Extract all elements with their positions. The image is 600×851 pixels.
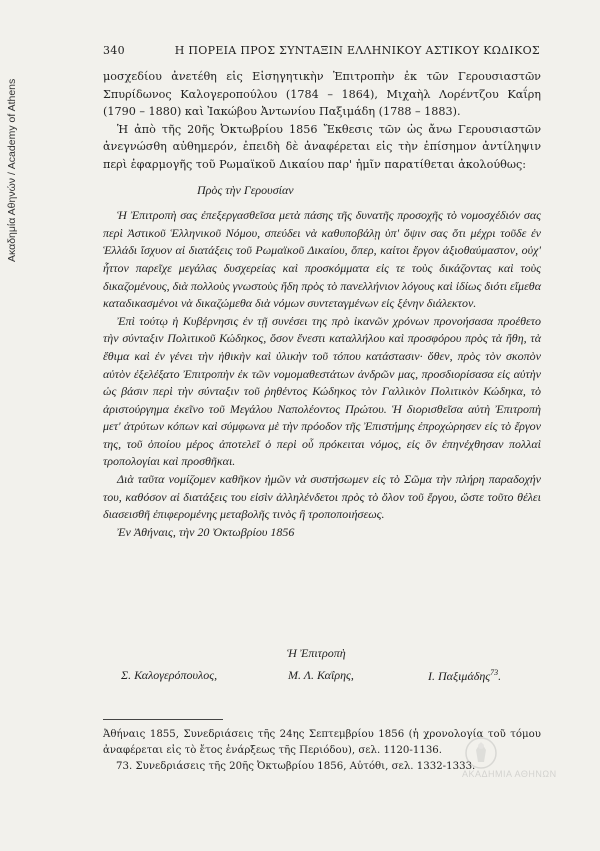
signature-end-dot: . [498, 669, 502, 683]
paragraph-2: Ἡ ἀπὸ τῆς 20ῆς Ὀκτωβρίου 1856 Ἔκθεσις τῶν ὡς ἄνω Γερουσιαστῶν ἀνεγνώσθη αὐθημερόν, ἐπειδὴ δὲ ἀναφέρεται εἰς τὴν ἐπίσημον ἀντίληψιν περὶ ἐφαρμογῆς τοῦ Ρωμαϊκοῦ Δικαίου παρ' ἡμῖν παρατίθεται ἀκολούθως: [103, 122, 541, 171]
date-line: Ἐν Ἀθήναις, τὴν 20 Ὀκτωβρίου 1856 [117, 524, 295, 539]
address-line: Πρὸς τὴν Γερουσίαν [197, 182, 294, 197]
signature-heading: Ἡ Ἐπιτροπὴ [287, 646, 346, 660]
side-label: Ακαδημία Αθηνών / Academy of Athens [6, 78, 18, 262]
page-body [103, 68, 541, 541]
quote-paragraph-3: Διὰ ταῦτα νομίζομεν καθῆκον ἡμῶν νὰ συστήσωμεν εἰς τὸ Σῶμα τὴν πλήρη παραδοχήν του, καθόσον αἱ διατάξεις του εἰσὶν ἀλληλένδετοι πρὸς τὸ ὅλον τοῦ ἔργου, ὥστε τοῦτο θέλει διασεισθῆ ἐπιφερομένης μεταβολῆς τινὸς ἢ τροποποιήσεως. [103, 472, 541, 522]
signature-kalogeropoulos: Σ. Καλογερόπουλος, [121, 668, 218, 682]
signature-kairis: Μ. Λ. Καΐρης, [288, 668, 354, 682]
academy-watermark [462, 736, 572, 796]
quote-paragraph-1: Ἡ Ἐπιτροπὴ σας ἐπεξεργασθεῖσα μετὰ πάσης τῆς δυνατῆς προσοχῆς τὸ νομοσχέδιόν σας περὶ Ἀστικοῦ Ἑλληνικοῦ Νόμου, σπεύδει νὰ καθυποβάλῃ ὑπ' ὄψιν σας ὅτι μέχρι τοῦδε ἐν Ἑλλάδι ἴσχυον αἱ διατάξεις τοῦ Ρωμαϊκοῦ Δικαίου, ὅπερ, καίτοι ἔργον ἀξιοθαύμαστον, οὐχ' ἧττον παρεῖχε μεγάλας δυσχερείας καὶ προσκόμματα εἰς τε τοὺς δικάζοντας καὶ τοὺς δικαζομένους, διὰ πολλοὺς γνωστοὺς ἤδη πρὸς τὸ πανελλήνιον λόγους καὶ ἰδίως διότι εἴμεθα καταδικασμένοι νὰ δικαζώμεθα διὰ νόμων συντεταγμένων εἰς ξένην διάλεκτον. [103, 208, 541, 311]
running-title: Η ΠΟΡΕΙΑ ΠΡΟΣ ΣΥΝΤΑΞΙΝ ΕΛΛΗΝΙΚΟΥ ΑΣΤΙΚΟΥ ΚΩΔΙΚΟΣ [174, 44, 540, 57]
academy-seal-icon [464, 736, 498, 770]
page-number: 340 [103, 44, 125, 57]
footnote-continued: Ἀθήναις 1855, Συνεδριάσεις τῆς 24ης Σεπτεμβρίου 1856 (ἡ χρονολογία τοῦ τόμου ἀναφέρεται εἰς τὸ ἔτος ἐνάρξεως τῆς Περιόδου), σελ. 1120-1136. [103, 729, 541, 756]
footnote-73: 73. Συνεδριάσεις τῆς 20ῆς Ὀκτωβρίου 1856, Αὐτόθι, σελ. 1332-1333. [116, 761, 476, 772]
paragraph-1: μοσχεδίου ἀνετέθη εἰς Εἰσηγητικὴν Ἐπιτροπὴν ἐκ τῶν Γερουσιαστῶν Σπυρίδωνος Καλογεροπούλου (1784 – 1864), Μιχαὴλ Λορέντζου Καΐρη (1790 – 1880) καὶ Ἰακώβου Ἀντωνίου Παξιμάδη (1788 – 1883). [103, 70, 541, 119]
watermark-text: ΑΚΑΔΗΜΙΑ ΑΘΗΝΩΝ [462, 769, 557, 779]
quote-paragraph-2: Ἐπὶ τούτῳ ἡ Κυβέρνησις ἐν τῇ συνέσει της πρὸ ἱκανῶν χρόνων προνοήσασα προέθετο τὴν σύνταξιν Πολιτικοῦ Κώδηκος, ὅσον ἔνεστι καταλλήλου καὶ προσφόρου πρὸς τὰ ἤθη, τὰ ἔθιμα καὶ ἐν γένει τὴν ἠθικὴν καὶ ὑλικὴν τοῦ τόπου κατάστασιν· ὅθεν, πρὸς τὸν σκοπὸν αὐτὸν ἐξελέξατο Ἐπιτροπὴν ἐκ τῶν νομομαθεστάτων ἀνδρῶν μας, προσδιορίσασα εἰς αὐτὴν ὡς βάσιν περὶ τὴν σύνταξιν τοῦ ῥηθέντος Κώδηκος τὸν Γαλλικὸν Πολιτικὸν Κώδηκα, τὸ ἀριστούργημα ἐκεῖνο τοῦ Μεγάλου Ναπολέοντος Πρώτου. Ἡ διορισθεῖσα αὐτὴ Ἐπιτροπὴ μετ' ἀτρύτων κόπων καὶ σύμφωνα μὲ τὴν πρόοδον τῆς Ἐπιστήμης ἐπροχώρησεν εἰς τὸ ἔργον της, τοῦ ὁποίου μέρος ἀποτελεῖ ὁ περὶ οὗ πρόκειται νόμος, εἰς ὃν ἐπηνέχθησαν πολλαὶ τροπολογίαι καὶ προσθῆκαι. [103, 313, 541, 469]
signature-paximadis-name: Ι. Παξιμάδης [428, 669, 491, 683]
footnote-ref-73: 73 [490, 668, 499, 677]
signature-paximadis [428, 668, 501, 684]
footnote-rule [103, 719, 223, 720]
